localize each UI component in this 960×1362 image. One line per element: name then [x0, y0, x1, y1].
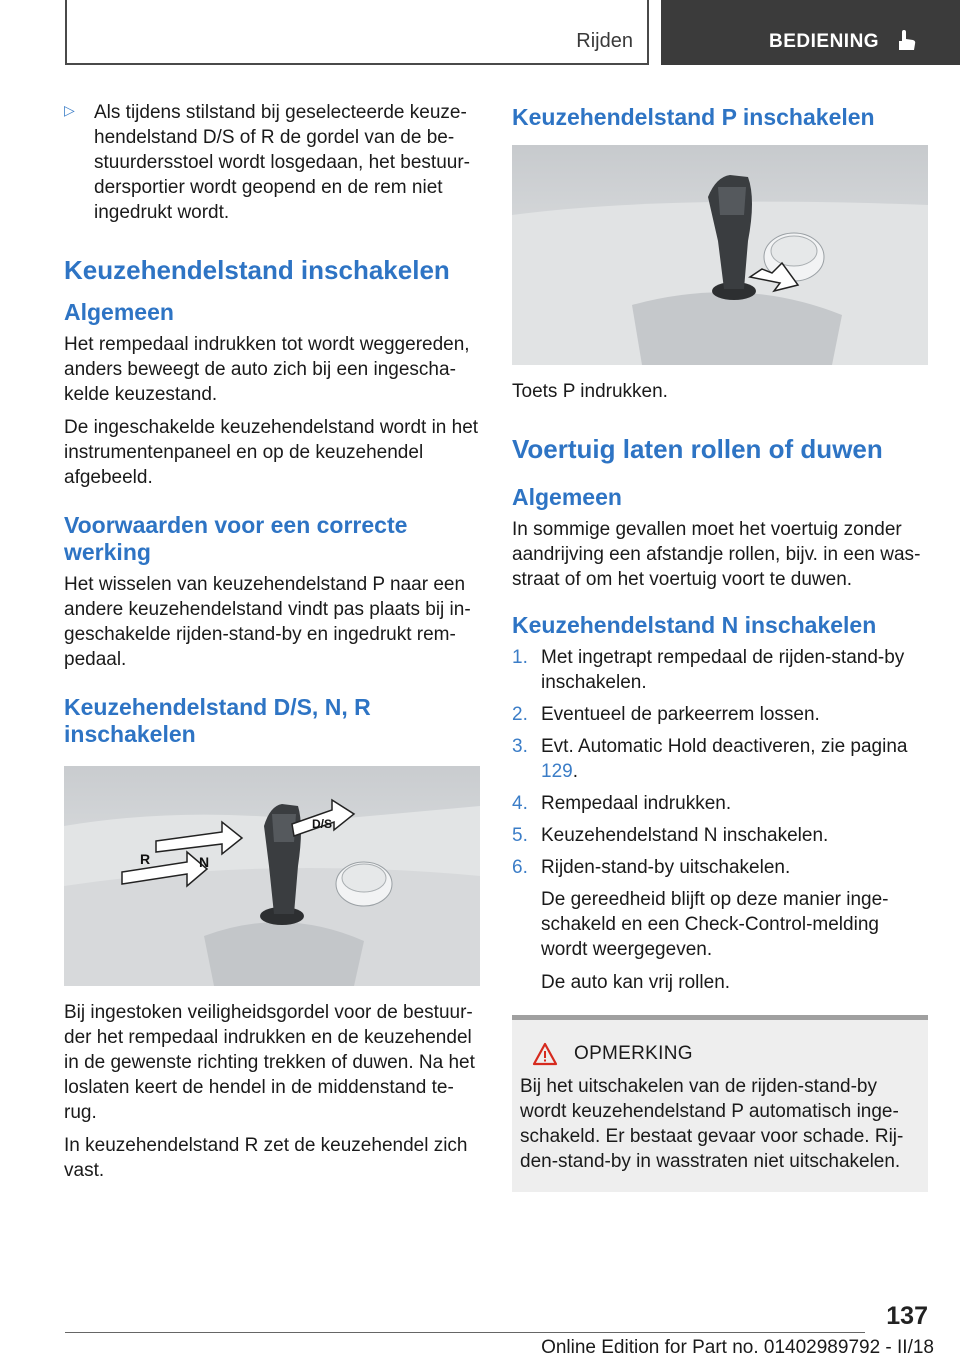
park-button-drawing	[512, 145, 928, 365]
image-caption: Toets P indrukken.	[512, 381, 668, 402]
step-text: Rijden-stand-by uitschakelen.	[541, 857, 791, 878]
gear-selector-drawing	[64, 766, 480, 986]
paragraph: Het wisselen van keuzehendelstand P naar een andere keuzehendelstand vindt pas plaats bij ingeschakelde rijden-stand-by en ingedrukt rempedaal.	[64, 574, 471, 670]
paragraph: Het rempedaal indrukken tot wordt weggereden, anders beweegt de auto zich bij een ingeschakelde keuzestand.	[64, 334, 470, 405]
list-item	[512, 855, 928, 880]
step-number: 2.	[512, 704, 528, 725]
gear-selector-illustration	[64, 766, 480, 986]
section-title: Rijden	[576, 30, 633, 52]
heading-dsnr: Keuzehendelstand D/S, N, R inschakelen	[64, 694, 371, 747]
step-number: 3.	[512, 736, 528, 757]
section-tab	[65, 0, 649, 65]
footer-divider	[65, 1332, 865, 1333]
step-subtext: De auto kan vrij rollen.	[541, 972, 731, 993]
notice-header	[520, 1042, 920, 1066]
step-number: 6.	[512, 857, 528, 878]
left-column	[64, 100, 480, 1183]
step-number: 5.	[512, 825, 528, 846]
label-ds: D/S	[312, 817, 333, 831]
edition-footer: Online Edition for Part no. 01402989792 - II/18	[541, 1337, 934, 1358]
list-item	[512, 823, 928, 848]
paragraph: De ingeschakelde keuzehendelstand wordt in het instrumentenpaneel en op de keuzehendel afgebeeld.	[64, 417, 479, 488]
paragraph: In sommige gevallen moet het voertuig zonder aandrijving een afstandje rollen, bijv. in een wasstraat of om het voertuig voort te duwen.	[512, 519, 921, 590]
step-text: Evt. Automatic Hold deactiveren, zie pagina	[541, 736, 908, 757]
heading-general: Algemeen	[512, 484, 622, 510]
step-text: Keuzehendelstand N inschakelen.	[541, 825, 829, 846]
step-number: 1.	[512, 647, 528, 668]
step-subtext: De gereedheid blijft op deze manier ingeschakeld en een Check-Control-melding wordt weergegeven.	[541, 889, 889, 960]
pointing-hand-icon	[893, 28, 919, 54]
park-button-illustration	[512, 145, 928, 365]
page-number: 137	[886, 1302, 928, 1330]
paragraph: In keuzehendelstand R zet de keuzehendel zich vast.	[64, 1135, 468, 1181]
page-header	[0, 0, 960, 66]
step-text: Met ingetrapt rempedaal de rijden-stand-by inschakelen.	[541, 647, 905, 693]
list-item	[512, 645, 928, 695]
notice-box	[512, 1015, 928, 1192]
heading-select: Keuzehendelstand inschakelen	[64, 255, 450, 285]
label-r: R	[140, 851, 151, 867]
bullet-text: Als tijdens stilstand bij geselecteerde keuzehendelstand D/S of R de gordel van de bestuurdersstoel wordt losgedaan, het bestuurdersportier wordt geopend en de rem niet ingedrukt wordt.	[94, 102, 470, 223]
notice-title: OPMERKING	[574, 1043, 693, 1064]
heading-p: Keuzehendelstand P inschakelen	[512, 104, 875, 130]
step-number: 4.	[512, 793, 528, 814]
heading-n: Keuzehendelstand N inschakelen	[512, 612, 877, 638]
notice-text: Bij het uitschakelen van de rijden-stand-by wordt keuzehendelstand P automatisch ingeschakeld. Er bestaat gevaar voor schade. Rijden-stand-by in wasstraten niet uitschakelen.	[520, 1076, 904, 1172]
heading-conditions: Voorwaarden voor een correcte werking	[64, 512, 408, 565]
step-text-wrap	[541, 734, 928, 784]
chapter-tab	[661, 0, 960, 65]
step-text: Eventueel de parkeerrem lossen.	[541, 704, 820, 725]
heading-roll: Voertuig laten rollen of duwen	[512, 434, 883, 464]
step-text: Rempedaal indrukken.	[541, 793, 732, 814]
list-item	[512, 702, 928, 727]
paragraph: Bij ingestoken veiligheidsgordel voor de bestuurder het rempedaal indrukken en de keuzehendel in de gewenste richting trekken of duwen. Na het loslaten keert de hendel in de middenstand terug.	[64, 1002, 475, 1123]
step-text-end: .	[572, 761, 578, 782]
bullet-item	[64, 100, 480, 225]
list-item	[512, 734, 928, 784]
chapter-title: BEDIENING	[769, 31, 880, 52]
label-n: N	[199, 854, 210, 870]
right-column	[512, 104, 928, 1192]
steps-list	[512, 645, 928, 880]
list-item	[512, 791, 928, 816]
triangle-bullet-icon: ▷	[64, 102, 75, 118]
page-link[interactable]: 129	[541, 761, 573, 782]
heading-general: Algemeen	[64, 299, 174, 325]
warning-icon	[532, 1042, 558, 1066]
